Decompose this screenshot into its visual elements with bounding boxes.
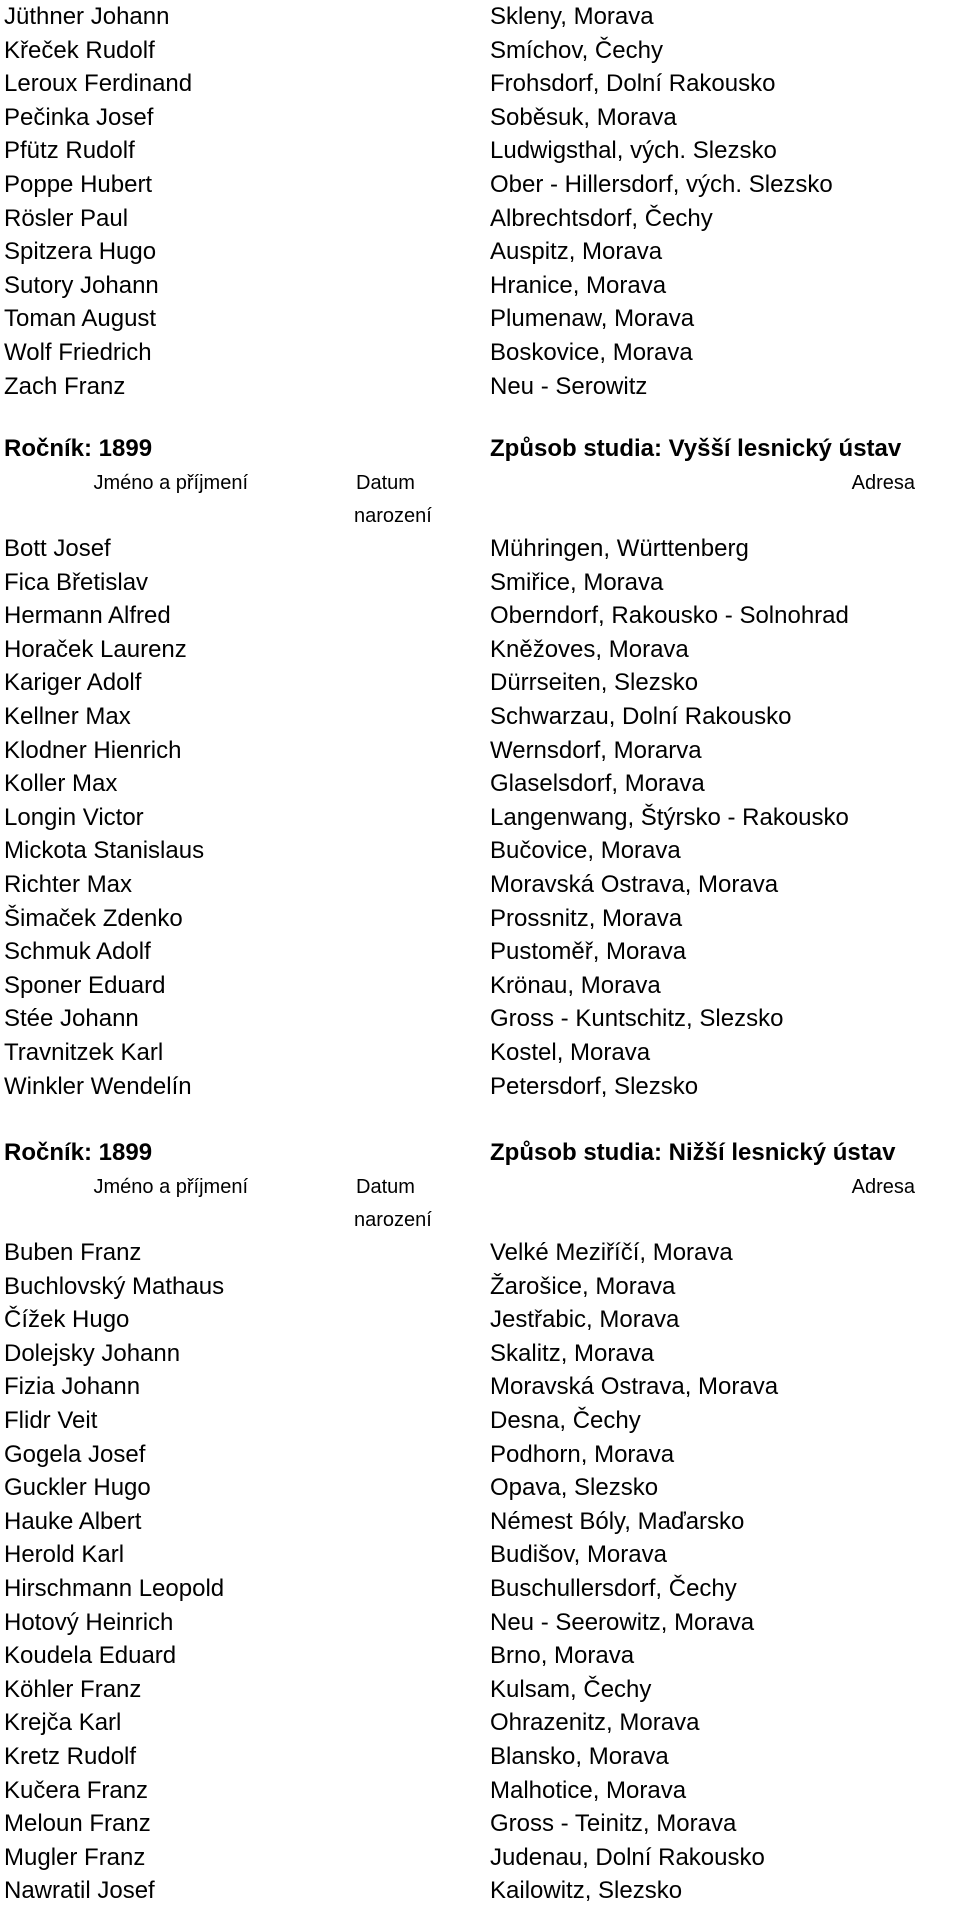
table-row (0, 566, 960, 600)
student-name: Rösler Paul (4, 204, 129, 232)
table-row (0, 1370, 960, 1404)
student-address: Ober - Hillersdorf, vých. Slezsko (490, 170, 833, 198)
student-list (0, 532, 960, 1103)
section-study-type: Způsob studia: Vyšší lesnický ústav (490, 435, 902, 462)
table-row (0, 767, 960, 801)
column-header-date-line2: narození (354, 505, 432, 527)
student-name: Hermann Alfred (4, 602, 171, 630)
table-row (0, 1807, 960, 1841)
student-address: Plumenaw, Morava (490, 305, 695, 333)
student-name: Fica Břetislav (4, 568, 149, 596)
student-name: Pečinka Josef (4, 103, 154, 131)
student-address: Krönau, Morava (490, 971, 661, 999)
table-row (0, 1002, 960, 1036)
student-name: Herold Karl (4, 1541, 125, 1569)
table-row (0, 1673, 960, 1707)
student-address: Langenwang, Štýrsko - Rakousko (490, 803, 849, 831)
table-row (0, 1874, 960, 1908)
student-address: Gross - Kuntschitz, Slezsko (490, 1005, 784, 1033)
table-row (0, 1404, 960, 1438)
student-address: Hranice, Morava (490, 271, 667, 299)
table-row (0, 1303, 960, 1337)
column-headers (0, 1170, 960, 1204)
section-lower-forestry (0, 1136, 960, 1908)
student-address: Podhorn, Morava (490, 1440, 675, 1468)
student-name: Schmuk Adolf (4, 938, 151, 966)
column-header-name: Jméno a příjmení (93, 472, 248, 494)
continuation-list (0, 0, 960, 403)
student-name: Pfütz Rudolf (4, 137, 135, 165)
table-row (0, 599, 960, 633)
table-row (0, 202, 960, 236)
table-row (0, 868, 960, 902)
table-row (0, 532, 960, 566)
student-name: Fizia Johann (4, 1373, 141, 1401)
student-name: Bott Josef (4, 535, 111, 562)
table-row (0, 34, 960, 68)
table-row (0, 1841, 960, 1875)
student-address: Wernsdorf, Morarva (490, 736, 702, 764)
student-address: Skalitz, Morava (490, 1339, 655, 1367)
student-name: Nawratil Josef (4, 1877, 155, 1905)
table-row (0, 834, 960, 868)
student-name: Klodner Hienrich (4, 736, 182, 764)
student-address: Frohsdorf, Dolní Rakousko (490, 70, 776, 98)
table-row (0, 633, 960, 667)
column-header-date: Datum (356, 472, 415, 494)
student-name: Toman August (4, 305, 157, 333)
student-address: Moravská Ostrava, Morava (490, 870, 779, 898)
student-name: Mickota Stanislaus (4, 837, 205, 865)
student-address: Albrechtsdorf, Čechy (490, 204, 713, 232)
student-address: Moravská Ostrava, Morava (490, 1373, 779, 1401)
table-row (0, 1270, 960, 1304)
table-row (0, 700, 960, 734)
student-address: Judenau, Dolní Rakousko (490, 1843, 765, 1871)
section-year: Ročník: 1899 (4, 435, 153, 462)
column-headers (0, 466, 960, 500)
student-address: Bučovice, Morava (490, 837, 681, 865)
student-name: Hirschmann Leopold (4, 1574, 225, 1602)
table-row (0, 1337, 960, 1371)
student-address: Dürrseiten, Slezsko (490, 669, 699, 697)
table-row (0, 134, 960, 168)
table-row (0, 1572, 960, 1606)
student-name: Dolejsky Johann (4, 1339, 181, 1367)
section-header (0, 432, 960, 466)
table-row (0, 1538, 960, 1572)
column-headers-line2 (0, 1204, 960, 1236)
student-address: Neu - Serowitz (490, 372, 648, 400)
student-address: Desna, Čechy (490, 1406, 641, 1434)
student-address: Smíchov, Čechy (490, 36, 663, 64)
table-row (0, 370, 960, 404)
student-name: Hauke Albert (4, 1507, 142, 1535)
student-address: Kulsam, Čechy (490, 1675, 652, 1703)
student-address: Pustoměř, Morava (490, 938, 687, 966)
section-year: Ročník: 1899 (4, 1139, 153, 1166)
student-address: Oberndorf, Rakousko - Solnohrad (490, 602, 849, 630)
table-row (0, 1606, 960, 1640)
student-name: Gogela Josef (4, 1440, 146, 1468)
table-row (0, 302, 960, 336)
table-row (0, 1070, 960, 1104)
student-address: Kailowitz, Slezsko (490, 1877, 683, 1905)
student-name: Křeček Rudolf (4, 36, 155, 64)
student-name: Sutory Johann (4, 271, 159, 299)
student-name: Krejča Karl (4, 1709, 122, 1737)
table-row (0, 935, 960, 969)
student-name: Mugler Franz (4, 1843, 146, 1871)
student-address: Smiřice, Morava (490, 568, 664, 596)
student-address: Kněžoves, Morava (490, 635, 689, 663)
table-row (0, 969, 960, 1003)
student-name: Kučera Franz (4, 1776, 149, 1804)
student-address: Neu - Seerowitz, Morava (490, 1608, 755, 1636)
student-name: Stée Johann (4, 1005, 139, 1033)
section-header (0, 1136, 960, 1170)
student-name: Horaček Laurenz (4, 635, 187, 663)
student-name: Koudela Eduard (4, 1642, 177, 1670)
student-address: Žarošice, Morava (490, 1272, 676, 1300)
table-row (0, 902, 960, 936)
student-address: Ohrazenitz, Morava (490, 1709, 700, 1737)
table-row (0, 1438, 960, 1472)
student-address: Mühringen, Württenberg (490, 535, 749, 562)
student-name: Flidr Veit (4, 1406, 98, 1434)
column-header-address: Adresa (851, 472, 915, 494)
student-address: Budišov, Morava (490, 1541, 667, 1569)
student-name: Longin Victor (4, 803, 144, 831)
student-address: Blansko, Morava (490, 1742, 669, 1770)
table-row (0, 1639, 960, 1673)
table-row (0, 269, 960, 303)
student-name: Buchlovský Mathaus (4, 1272, 225, 1300)
student-name: Kellner Max (4, 702, 131, 730)
column-headers-line2 (0, 500, 960, 532)
student-address: Jestřabic, Morava (490, 1306, 680, 1334)
student-address: Boskovice, Morava (490, 338, 693, 366)
student-name: Winkler Wendelín (4, 1072, 192, 1100)
table-row (0, 336, 960, 370)
student-name: Spitzera Hugo (4, 238, 157, 266)
student-name: Leroux Ferdinand (4, 70, 193, 98)
student-name: Hotový Heinrich (4, 1608, 174, 1636)
student-address: Prossnitz, Morava (490, 904, 683, 932)
student-address: Opava, Slezsko (490, 1474, 659, 1502)
student-name: Koller Max (4, 770, 118, 798)
student-address: Kostel, Morava (490, 1038, 651, 1066)
table-row (0, 168, 960, 202)
student-name: Poppe Hubert (4, 170, 153, 198)
section-higher-forestry (0, 432, 960, 1103)
student-name: Buben Franz (4, 1239, 142, 1266)
table-row (0, 1036, 960, 1070)
table-row (0, 1236, 960, 1270)
student-name: Guckler Hugo (4, 1474, 151, 1502)
student-address: Soběsuk, Morava (490, 103, 677, 131)
column-header-date: Datum (356, 1176, 415, 1198)
student-address: Gross - Teinitz, Morava (490, 1810, 737, 1838)
student-name: Kretz Rudolf (4, 1742, 137, 1770)
student-address: Malhotice, Morava (490, 1776, 687, 1804)
table-row (0, 1505, 960, 1539)
table-row (0, 1774, 960, 1808)
table-row (0, 235, 960, 269)
student-address: Brno, Morava (490, 1642, 635, 1670)
student-address: Ludwigsthal, vých. Slezsko (490, 137, 777, 165)
table-row (0, 801, 960, 835)
table-row (0, 1740, 960, 1774)
student-name: Richter Max (4, 870, 133, 898)
student-list (0, 1236, 960, 1908)
student-name: Šimaček Zdenko (4, 904, 183, 932)
table-row (0, 1471, 960, 1505)
student-address: Buschullersdorf, Čechy (490, 1574, 737, 1602)
student-name: Meloun Franz (4, 1810, 151, 1838)
table-row (0, 734, 960, 768)
student-address: Glaselsdorf, Morava (490, 770, 705, 798)
table-row (0, 666, 960, 700)
student-address: Petersdorf, Slezsko (490, 1072, 699, 1100)
student-address: Auspitz, Morava (490, 238, 663, 266)
student-name: Čížek Hugo (4, 1306, 130, 1334)
table-row (0, 1706, 960, 1740)
student-name: Jüthner Johann (4, 3, 170, 30)
column-header-date-line2: narození (354, 1209, 432, 1231)
student-name: Travnitzek Karl (4, 1038, 164, 1066)
student-name: Sponer Eduard (4, 971, 166, 999)
student-name: Kariger Adolf (4, 669, 142, 697)
student-name: Köhler Franz (4, 1675, 142, 1703)
student-address: Skleny, Morava (490, 3, 654, 30)
student-name: Wolf Friedrich (4, 338, 152, 366)
column-header-address: Adresa (851, 1176, 915, 1198)
table-row (0, 0, 960, 34)
student-address: Velké Meziříčí, Morava (490, 1239, 733, 1266)
student-address: Schwarzau, Dolní Rakousko (490, 702, 792, 730)
table-row (0, 101, 960, 135)
student-name: Zach Franz (4, 372, 126, 400)
column-header-name: Jméno a příjmení (93, 1176, 248, 1198)
section-study-type: Způsob studia: Nižší lesnický ústav (490, 1139, 896, 1166)
table-row (0, 67, 960, 101)
student-address: Némest Bóly, Maďarsko (490, 1507, 745, 1535)
